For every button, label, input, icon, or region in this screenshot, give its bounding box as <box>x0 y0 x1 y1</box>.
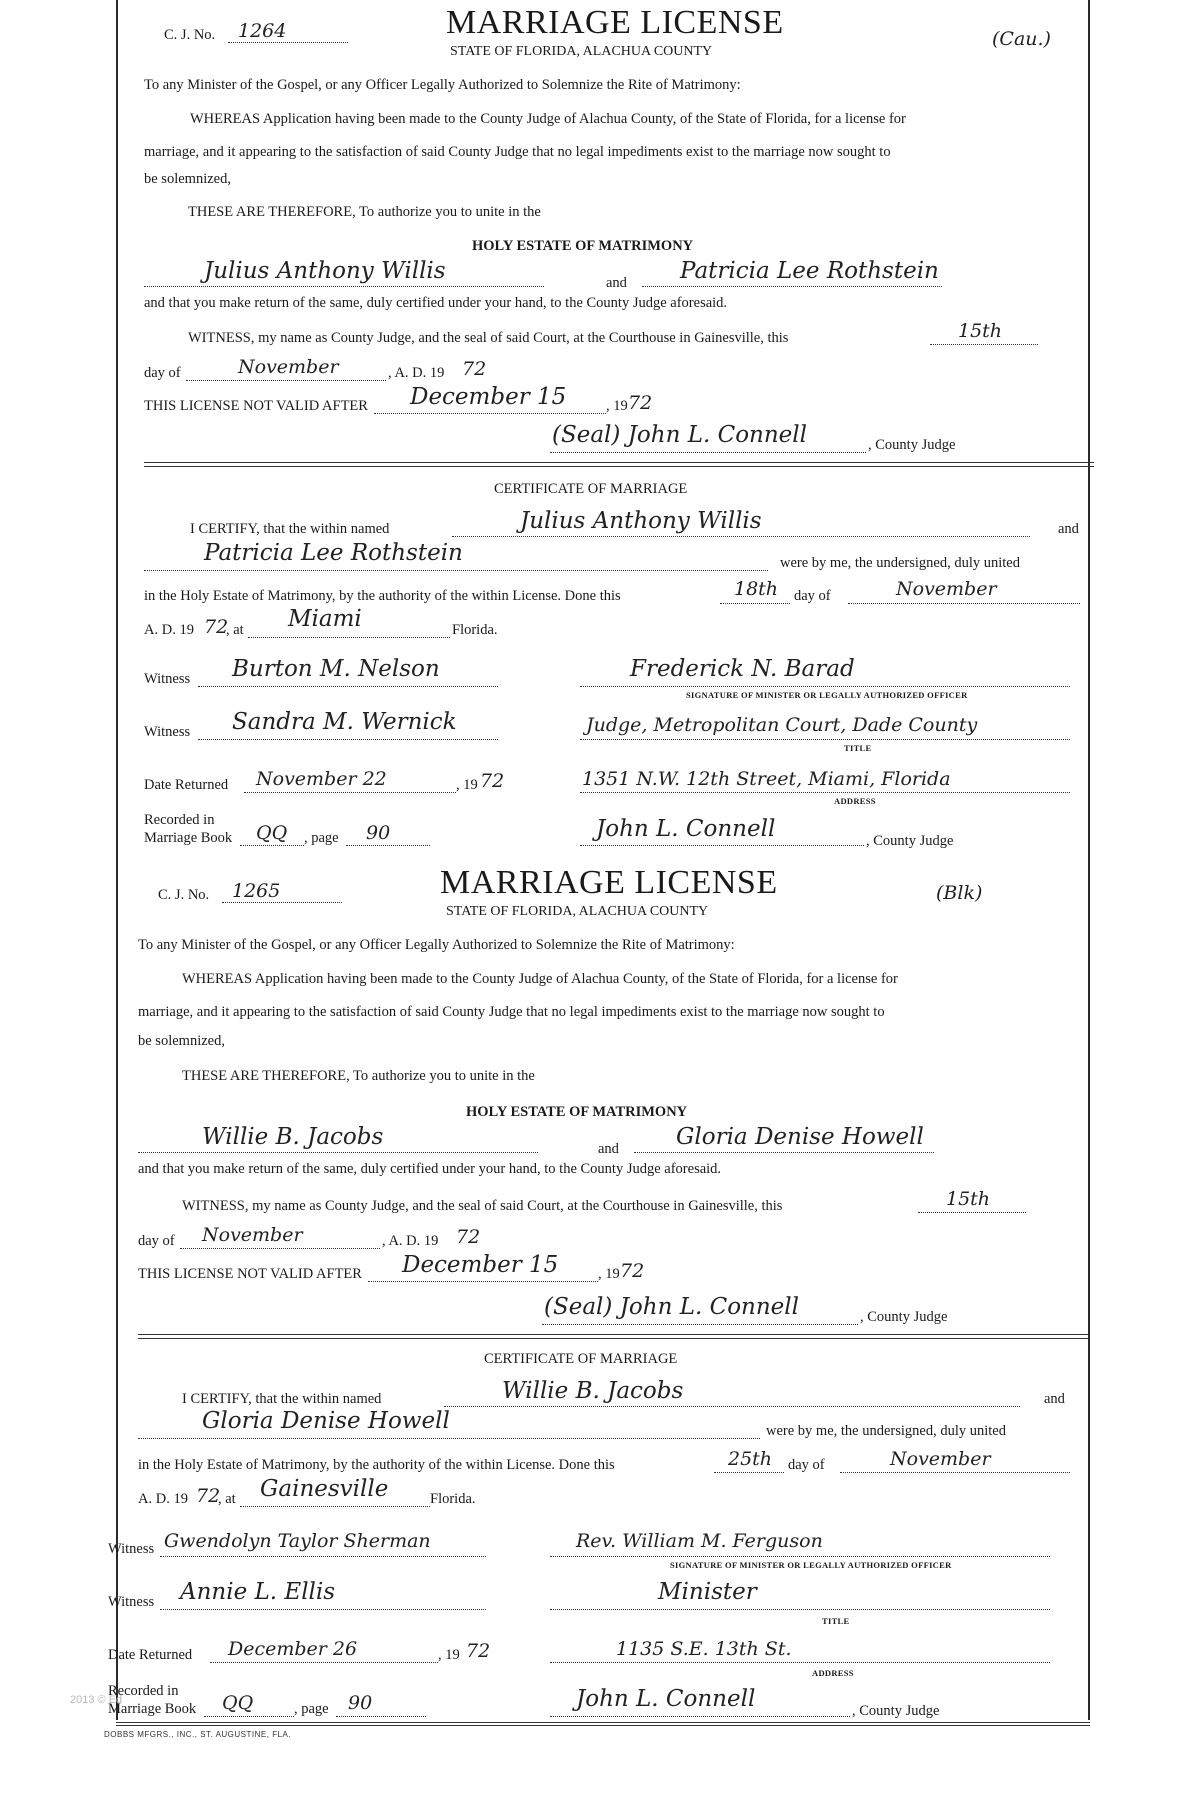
done-day-of-label: day of <box>788 1457 825 1473</box>
cert-groom-name: Julius Anthony Willis <box>520 508 762 534</box>
done-day-line <box>714 1472 784 1473</box>
groom-name: Julius Anthony Willis <box>204 258 446 284</box>
race-note: (Cau.) <box>992 28 1051 50</box>
issue-month: November <box>202 1224 303 1246</box>
page-line <box>336 1716 426 1717</box>
page-label: , page <box>304 830 339 846</box>
marriage-book-label: Marriage Book <box>144 830 233 846</box>
issue-year: 72 <box>462 358 487 380</box>
returned-year-prefix: , 19 <box>438 1647 460 1663</box>
florida-label: Florida. <box>452 622 498 638</box>
were-by-me-label: were by me, the undersigned, duly united <box>766 1423 1006 1439</box>
groom-name: Willie B. Jacobs <box>202 1124 384 1150</box>
left-border-line <box>116 0 118 1720</box>
marriage-license-2 <box>108 860 1100 1720</box>
therefore-line: THESE ARE THEREFORE, To authorize you to unite in the <box>188 204 541 220</box>
ad-label: , A. D. 19 <box>388 365 445 381</box>
recorder-signature: John L. Connell <box>596 816 776 842</box>
done-ad-label: A. D. 19 <box>138 1491 188 1507</box>
not-valid-line <box>374 413 606 414</box>
officer-sig-caption: SIGNATURE OF MINISTER OR LEGALLY AUTHORIZED OFFICER <box>686 690 968 700</box>
done-day-of-label: day of <box>794 588 831 604</box>
witness-statement: WITNESS, my name as County Judge, and the seal of said Court, at the Courthouse in Gainesville, this <box>188 330 789 346</box>
county-judge-label: , County Judge <box>868 437 956 453</box>
day-of-label: day of <box>144 365 181 381</box>
holy-estate-text: in the Holy Estate of Matrimony, by the authority of the within License. Done this <box>138 1457 615 1473</box>
officer-title: Judge, Metropolitan Court, Dade County <box>586 714 978 736</box>
issue-month: November <box>238 356 339 378</box>
book-value: QQ <box>256 822 288 844</box>
place: Miami <box>288 606 362 632</box>
cert-bride-line <box>138 1438 760 1439</box>
therefore-line: THESE ARE THEREFORE, To authorize you to unite in the <box>182 1068 535 1084</box>
page-value: 90 <box>348 1692 373 1714</box>
recorder-county-judge-label: , County Judge <box>852 1703 940 1719</box>
cert-title: CERTIFICATE OF MARRIAGE <box>494 481 688 497</box>
cert-and-label: and <box>1058 521 1079 537</box>
recorder-sig-line <box>580 845 864 846</box>
officer-title-line <box>580 739 1070 740</box>
whereas-line-1: WHEREAS Application having been made to the County Judge of Alachua County, of the State of Florida, for a license for <box>190 111 906 127</box>
not-valid-date: December 15 <box>402 1252 559 1278</box>
witness-1-label: Witness <box>108 1541 155 1557</box>
judge-signature: (Seal) John L. Connell <box>552 422 807 448</box>
marriage-book-label: Marriage Book <box>108 1701 197 1717</box>
done-month-line <box>848 603 1080 604</box>
date-returned: November 22 <box>256 768 387 790</box>
make-return-line: and that you make return of the same, duly certified under your hand, to the County Judge aforesaid. <box>138 1161 722 1177</box>
officer-sig-line <box>550 1556 1050 1557</box>
issue-day: 15th <box>958 320 1003 342</box>
state-county-line: STATE OF FLORIDA, ALACHUA COUNTY <box>450 44 713 59</box>
recorder-signature: John L. Connell <box>576 1686 756 1712</box>
issue-month-line <box>186 380 386 381</box>
cert-title: CERTIFICATE OF MARRIAGE <box>484 1351 678 1367</box>
done-month-line <box>840 1472 1070 1473</box>
cert-bride-line <box>144 570 768 571</box>
done-day-line <box>720 603 790 604</box>
holy-estate-text: in the Holy Estate of Matrimony, by the authority of the within License. Done this <box>144 588 621 604</box>
bottom-border <box>116 1722 1090 1726</box>
and-label: and <box>606 275 627 291</box>
date-returned-label: Date Returned <box>144 777 229 793</box>
at-label: , at <box>218 1491 236 1507</box>
not-valid-year-prefix: , 19 <box>598 1266 620 1282</box>
cert-groom-name: Willie B. Jacobs <box>502 1378 684 1404</box>
make-return-line: and that you make return of the same, duly certified under your hand, to the County Judge aforesaid. <box>144 295 728 311</box>
printer-imprint: DOBBS MFGRS., INC., ST. AUGUSTINE, FLA. <box>104 1730 292 1739</box>
date-returned-label: Date Returned <box>108 1647 193 1663</box>
officer-sig-caption: SIGNATURE OF MINISTER OR LEGALLY AUTHORIZED OFFICER <box>670 1560 952 1570</box>
not-valid-line <box>368 1281 598 1282</box>
date-returned: December 26 <box>228 1638 358 1660</box>
officer-title-caption: TITLE <box>822 1616 850 1626</box>
witness-1-label: Witness <box>144 671 191 687</box>
witness-1-signature: Gwendolyn Taylor Sherman <box>164 1530 431 1552</box>
returned-year-prefix: , 19 <box>456 777 478 793</box>
witness-1-line <box>160 1556 486 1557</box>
done-month: November <box>890 1448 991 1470</box>
officer-signature: Frederick N. Barad <box>630 656 855 682</box>
returned-year: 72 <box>466 1640 491 1662</box>
cj-no-value: 1264 <box>238 20 287 42</box>
salutation: To any Minister of the Gospel, or any Officer Legally Authorized to Solemnize the Rite of Matrimony: <box>144 77 741 93</box>
license-title: MARRIAGE LICENSE <box>446 4 784 41</box>
i-certify-label: I CERTIFY, that the within named <box>190 521 390 537</box>
recorded-in-label: Recorded in <box>108 1683 179 1699</box>
not-valid-year: 72 <box>620 1260 645 1282</box>
at-label: , at <box>226 622 244 638</box>
florida-label: Florida. <box>430 1491 476 1507</box>
cert-bride-name: Patricia Lee Rothstein <box>204 540 463 566</box>
marriage-license-1 <box>120 0 1100 860</box>
bride-name: Gloria Denise Howell <box>676 1124 924 1150</box>
not-valid-date: December 15 <box>410 384 567 410</box>
recorded-in-label: Recorded in <box>144 812 215 828</box>
bride-line <box>642 286 942 287</box>
holy-estate-heading: HOLY ESTATE OF MATRIMONY <box>466 1104 688 1120</box>
bride-line <box>634 1152 934 1153</box>
not-valid-label: THIS LICENSE NOT VALID AFTER <box>144 398 368 414</box>
issue-month-line <box>180 1248 380 1249</box>
judge-sig-line <box>542 1324 858 1325</box>
done-year: 72 <box>196 1485 221 1507</box>
date-returned-line <box>244 792 456 793</box>
not-valid-year: 72 <box>628 392 653 414</box>
day-of-label: day of <box>138 1233 175 1249</box>
judge-sig-line <box>550 452 866 453</box>
section-divider <box>144 462 1094 467</box>
officer-title-caption: TITLE <box>844 743 872 753</box>
witness-2-signature: Sandra M. Wernick <box>232 709 457 735</box>
were-by-me-label: were by me, the undersigned, duly united <box>780 555 1020 571</box>
cj-no-value: 1265 <box>232 880 281 902</box>
done-year: 72 <box>204 616 229 638</box>
section-divider <box>138 1334 1088 1339</box>
cert-bride-name: Gloria Denise Howell <box>202 1408 450 1434</box>
whereas-line-1: WHEREAS Application having been made to the County Judge of Alachua County, of the State of Florida, for a license for <box>182 971 898 987</box>
returned-year: 72 <box>480 770 505 792</box>
witness-1-line <box>198 686 498 687</box>
whereas-line-2: marriage, and it appearing to the satisfaction of said County Judge that no legal impediments exist to the marriage now sought to <box>138 1004 885 1020</box>
whereas-line-3: be solemnized, <box>144 171 231 187</box>
officer-title: Minister <box>658 1579 757 1605</box>
whereas-line-3: be solemnized, <box>138 1033 225 1049</box>
not-valid-label: THIS LICENSE NOT VALID AFTER <box>138 1266 362 1282</box>
officer-address-caption: ADDRESS <box>812 1668 854 1678</box>
done-ad-label: A. D. 19 <box>144 622 194 638</box>
groom-line <box>138 1152 538 1153</box>
state-county-line: STATE OF FLORIDA, ALACHUA COUNTY <box>446 904 709 919</box>
officer-signature: Rev. William M. Ferguson <box>576 1530 823 1552</box>
issue-year: 72 <box>456 1226 481 1248</box>
witness-2-label: Witness <box>108 1594 155 1610</box>
cj-no-label: C. J. No. <box>164 27 216 43</box>
not-valid-year-prefix: , 19 <box>606 398 628 414</box>
date-returned-line <box>210 1662 438 1663</box>
cj-no-label: C. J. No. <box>158 887 210 903</box>
county-judge-label: , County Judge <box>860 1309 948 1325</box>
witness-2-label: Witness <box>144 724 191 740</box>
license-title: MARRIAGE LICENSE <box>440 864 778 901</box>
witness-2-line <box>160 1609 486 1610</box>
book-value: QQ <box>222 1692 254 1714</box>
officer-address-caption: ADDRESS <box>834 796 876 806</box>
i-certify-label: I CERTIFY, that the within named <box>182 1391 382 1407</box>
cert-and-label: and <box>1044 1391 1065 1407</box>
officer-address-line <box>580 792 1070 793</box>
officer-title-line <box>550 1609 1050 1610</box>
witness-statement: WITNESS, my name as County Judge, and the seal of said Court, at the Courthouse in Gainesville, this <box>182 1198 783 1214</box>
officer-address-line <box>550 1662 1050 1663</box>
groom-line <box>144 286 544 287</box>
officer-address: 1135 S.E. 13th St. <box>616 1638 792 1660</box>
cert-groom-line <box>444 1406 1020 1407</box>
place-line <box>248 637 450 638</box>
place: Gainesville <box>260 1476 389 1502</box>
done-day: 18th <box>734 578 779 600</box>
page-label: , page <box>294 1701 329 1717</box>
issue-day-line <box>930 344 1038 345</box>
page-value: 90 <box>366 822 391 844</box>
book-line <box>204 1716 294 1717</box>
watermark: 2013 © Ed <box>70 1694 123 1706</box>
issue-day: 15th <box>946 1188 991 1210</box>
officer-address: 1351 N.W. 12th Street, Miami, Florida <box>582 768 951 790</box>
ad-label: , A. D. 19 <box>382 1233 439 1249</box>
race-note: (Blk) <box>936 882 983 904</box>
issue-day-line <box>918 1212 1026 1213</box>
witness-2-line <box>198 739 498 740</box>
officer-sig-line <box>580 686 1070 687</box>
judge-signature: (Seal) John L. Connell <box>544 1294 799 1320</box>
salutation: To any Minister of the Gospel, or any Officer Legally Authorized to Solemnize the Rite of Matrimony: <box>138 937 735 953</box>
witness-1-signature: Burton M. Nelson <box>232 656 440 682</box>
holy-estate-heading: HOLY ESTATE OF MATRIMONY <box>472 238 694 254</box>
done-month: November <box>896 578 997 600</box>
witness-2-signature: Annie L. Ellis <box>180 1579 336 1605</box>
and-label: and <box>598 1141 619 1157</box>
whereas-line-2: marriage, and it appearing to the satisfaction of said County Judge that no legal impediments exist to the marriage now sought to <box>144 144 891 160</box>
done-day: 25th <box>728 1448 773 1470</box>
cert-groom-line <box>452 536 1030 537</box>
bride-name: Patricia Lee Rothstein <box>680 258 939 284</box>
recorder-county-judge-label: , County Judge <box>866 833 954 849</box>
recorder-sig-line <box>550 1716 850 1717</box>
place-line <box>240 1506 430 1507</box>
